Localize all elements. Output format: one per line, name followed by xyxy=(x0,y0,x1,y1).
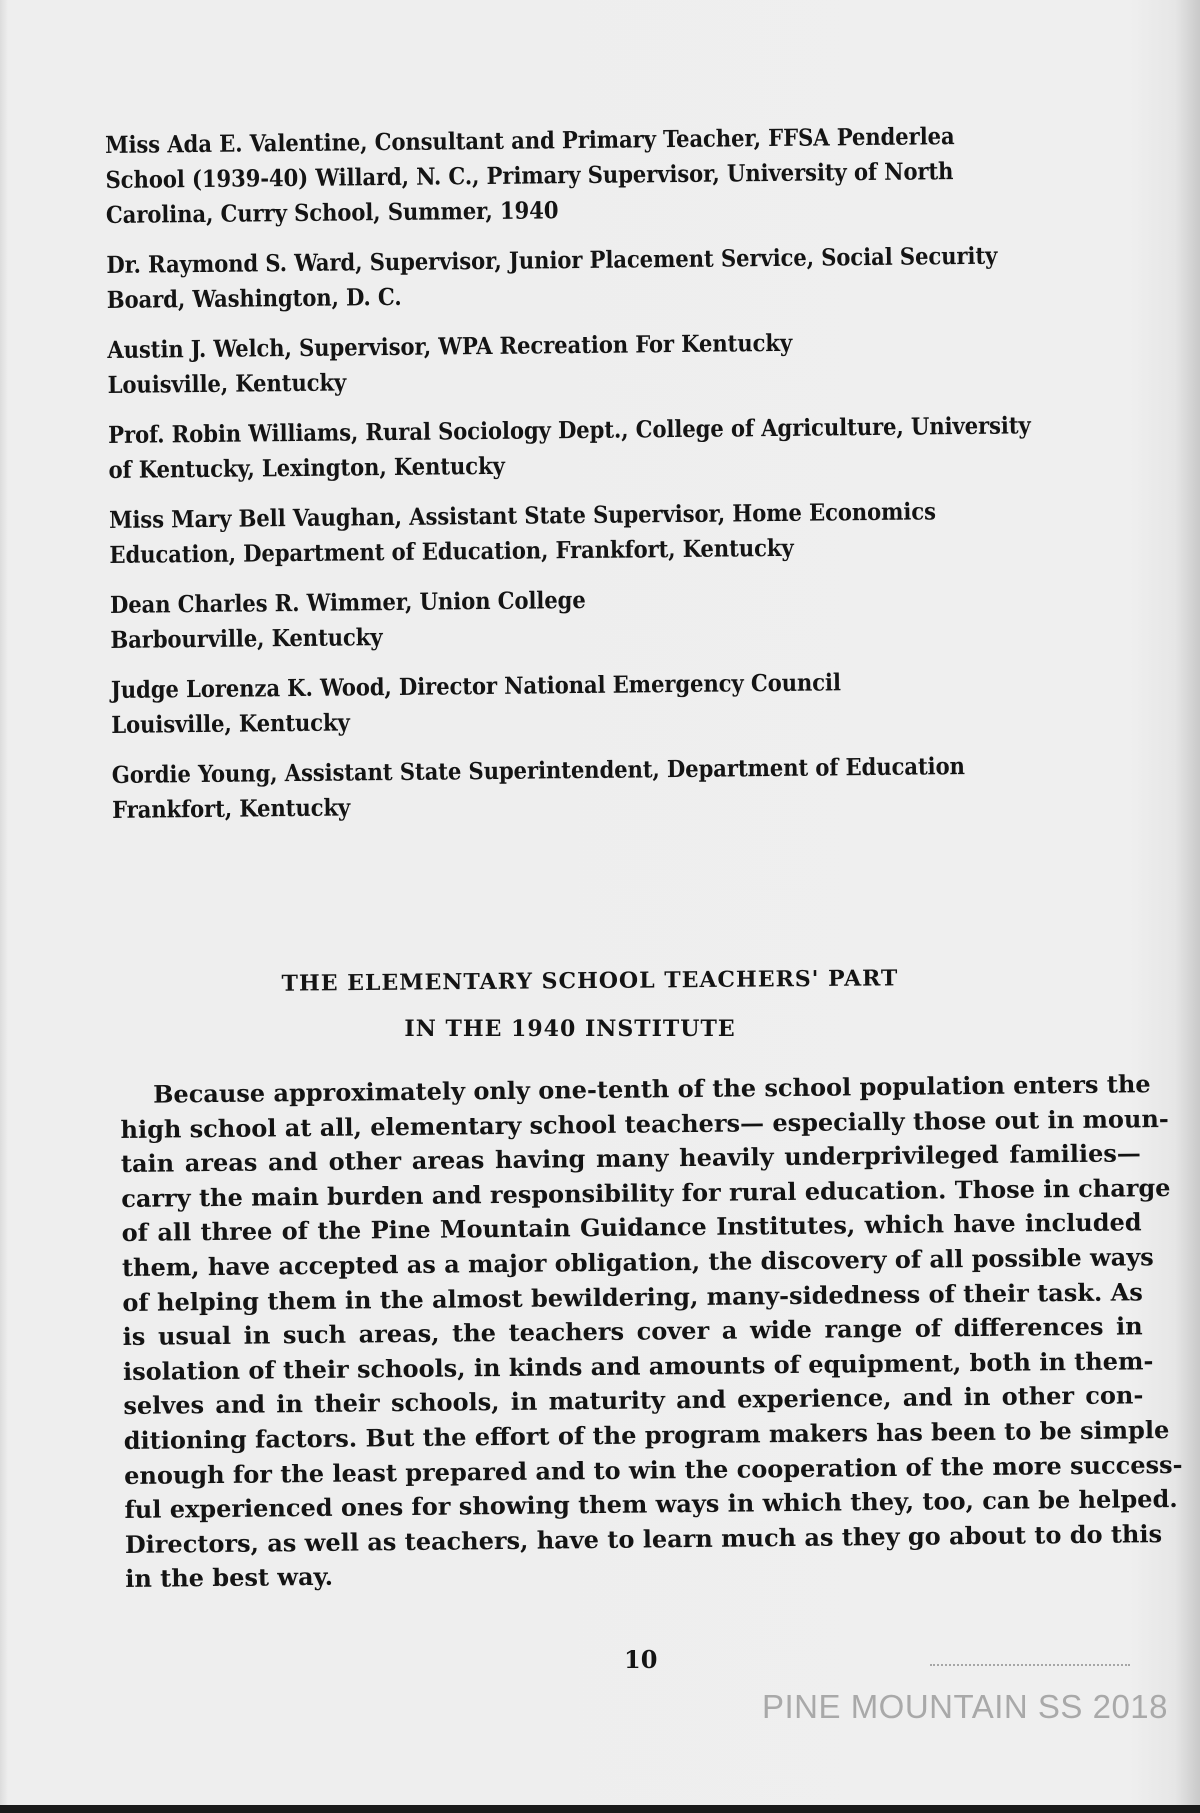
paragraph-line: ditioning factors. But the effort of the program makers has been to be simple xyxy=(123,1414,1170,1455)
body-paragraph xyxy=(120,1067,1183,1597)
paragraph-line: carry the main burden and responsibility for rural education. Those in charge xyxy=(121,1172,1171,1213)
paragraph-line: is usual in such areas, the teachers cover a wide range of differences in xyxy=(122,1311,1143,1352)
paragraph-line: of helping them in the almost bewildering, many-sidedness of their task. As xyxy=(122,1276,1143,1317)
paragraph-line: enough for the least prepared and to win the cooperation of the more success- xyxy=(124,1449,1183,1490)
entry-line: Education, Department of Education, Frankfort, Kentucky xyxy=(109,533,794,569)
entry-line: of Kentucky, Lexington, Kentucky xyxy=(108,451,505,484)
entry-line: Louisville, Kentucky xyxy=(111,708,350,739)
entry-line: Prof. Robin Williams, Rural Sociology Dept., College of Agriculture, University xyxy=(108,411,1031,449)
list-item xyxy=(105,117,1136,233)
list-item xyxy=(107,322,1138,403)
page-edge xyxy=(0,1805,1200,1813)
entry-line: Frankfort, Kentucky xyxy=(111,793,351,824)
page-number: 10 xyxy=(624,1645,658,1674)
list-item xyxy=(108,407,1139,488)
list-item xyxy=(112,747,1143,828)
paragraph-line: Because approximately only one-tenth of the school population enters the xyxy=(153,1069,1151,1109)
entry-line: Miss Ada E. Valentine, Consultant and Primary Teacher, FFSA Penderlea xyxy=(105,122,955,159)
list-item xyxy=(111,662,1142,743)
paragraph-line: Directors, as well as teachers, have to learn much as they go about to do this xyxy=(124,1518,1163,1559)
entry-line: Gordie Young, Assistant State Superintendent, Department of Education xyxy=(111,752,965,789)
entry-line: Carolina, Curry School, Summer, 1940 xyxy=(105,196,559,229)
paragraph-line: high school at all, elementary school teachers— especially those out in moun- xyxy=(120,1103,1169,1144)
entry-line: Board, Washington, D. C. xyxy=(106,282,402,314)
entry-line: Austin J. Welch, Supervisor, WPA Recreation For Kentucky xyxy=(107,328,793,364)
list-item xyxy=(106,237,1137,318)
entry-line: Miss Mary Bell Vaughan, Assistant State Supervisor, Home Economics xyxy=(108,497,937,534)
paragraph-line: isolation of their schools, in kinds and amounts of equipment, both in them- xyxy=(122,1345,1154,1386)
list-item xyxy=(109,492,1140,573)
personnel-list xyxy=(105,117,1142,843)
scan-artifact-divider xyxy=(930,1664,1130,1668)
paragraph-line: them, have accepted as a major obligation, the discovery of all possible ways xyxy=(121,1242,1154,1282)
section-subheading: IN THE 1940 INSTITUTE xyxy=(404,1016,736,1042)
entry-line: Louisville, Kentucky xyxy=(107,368,347,399)
paragraph-line: ful experienced ones for showing them ways in which they, too, can be helped. xyxy=(124,1484,1178,1525)
list-item xyxy=(110,577,1141,658)
entry-line: School (1939-40) Willard, N. C., Primary Supervisor, University of North xyxy=(105,157,954,194)
paragraph-line: of all three of the Pine Mountain Guidance Institutes, which have included xyxy=(121,1207,1142,1248)
entry-line: Judge Lorenza K. Wood, Director National Emergency Council xyxy=(110,668,841,704)
paragraph-line: selves and in their schools, in maturity and experience, and in other con- xyxy=(123,1380,1144,1421)
entry-line: Dean Charles R. Wimmer, Union College xyxy=(109,585,586,619)
entry-line: Barbourville, Kentucky xyxy=(110,623,383,654)
watermark: PINE MOUNTAIN SS 2018 xyxy=(762,1688,1169,1725)
section-heading: THE ELEMENTARY SCHOOL TEACHERS' PART xyxy=(281,965,899,997)
paragraph-line: in the best way. xyxy=(125,1562,334,1594)
entry-line: Dr. Raymond S. Ward, Supervisor, Junior Placement Service, Social Security xyxy=(106,241,998,279)
paragraph-line: tain areas and other areas having many heavily underprivileged families— xyxy=(120,1138,1141,1179)
